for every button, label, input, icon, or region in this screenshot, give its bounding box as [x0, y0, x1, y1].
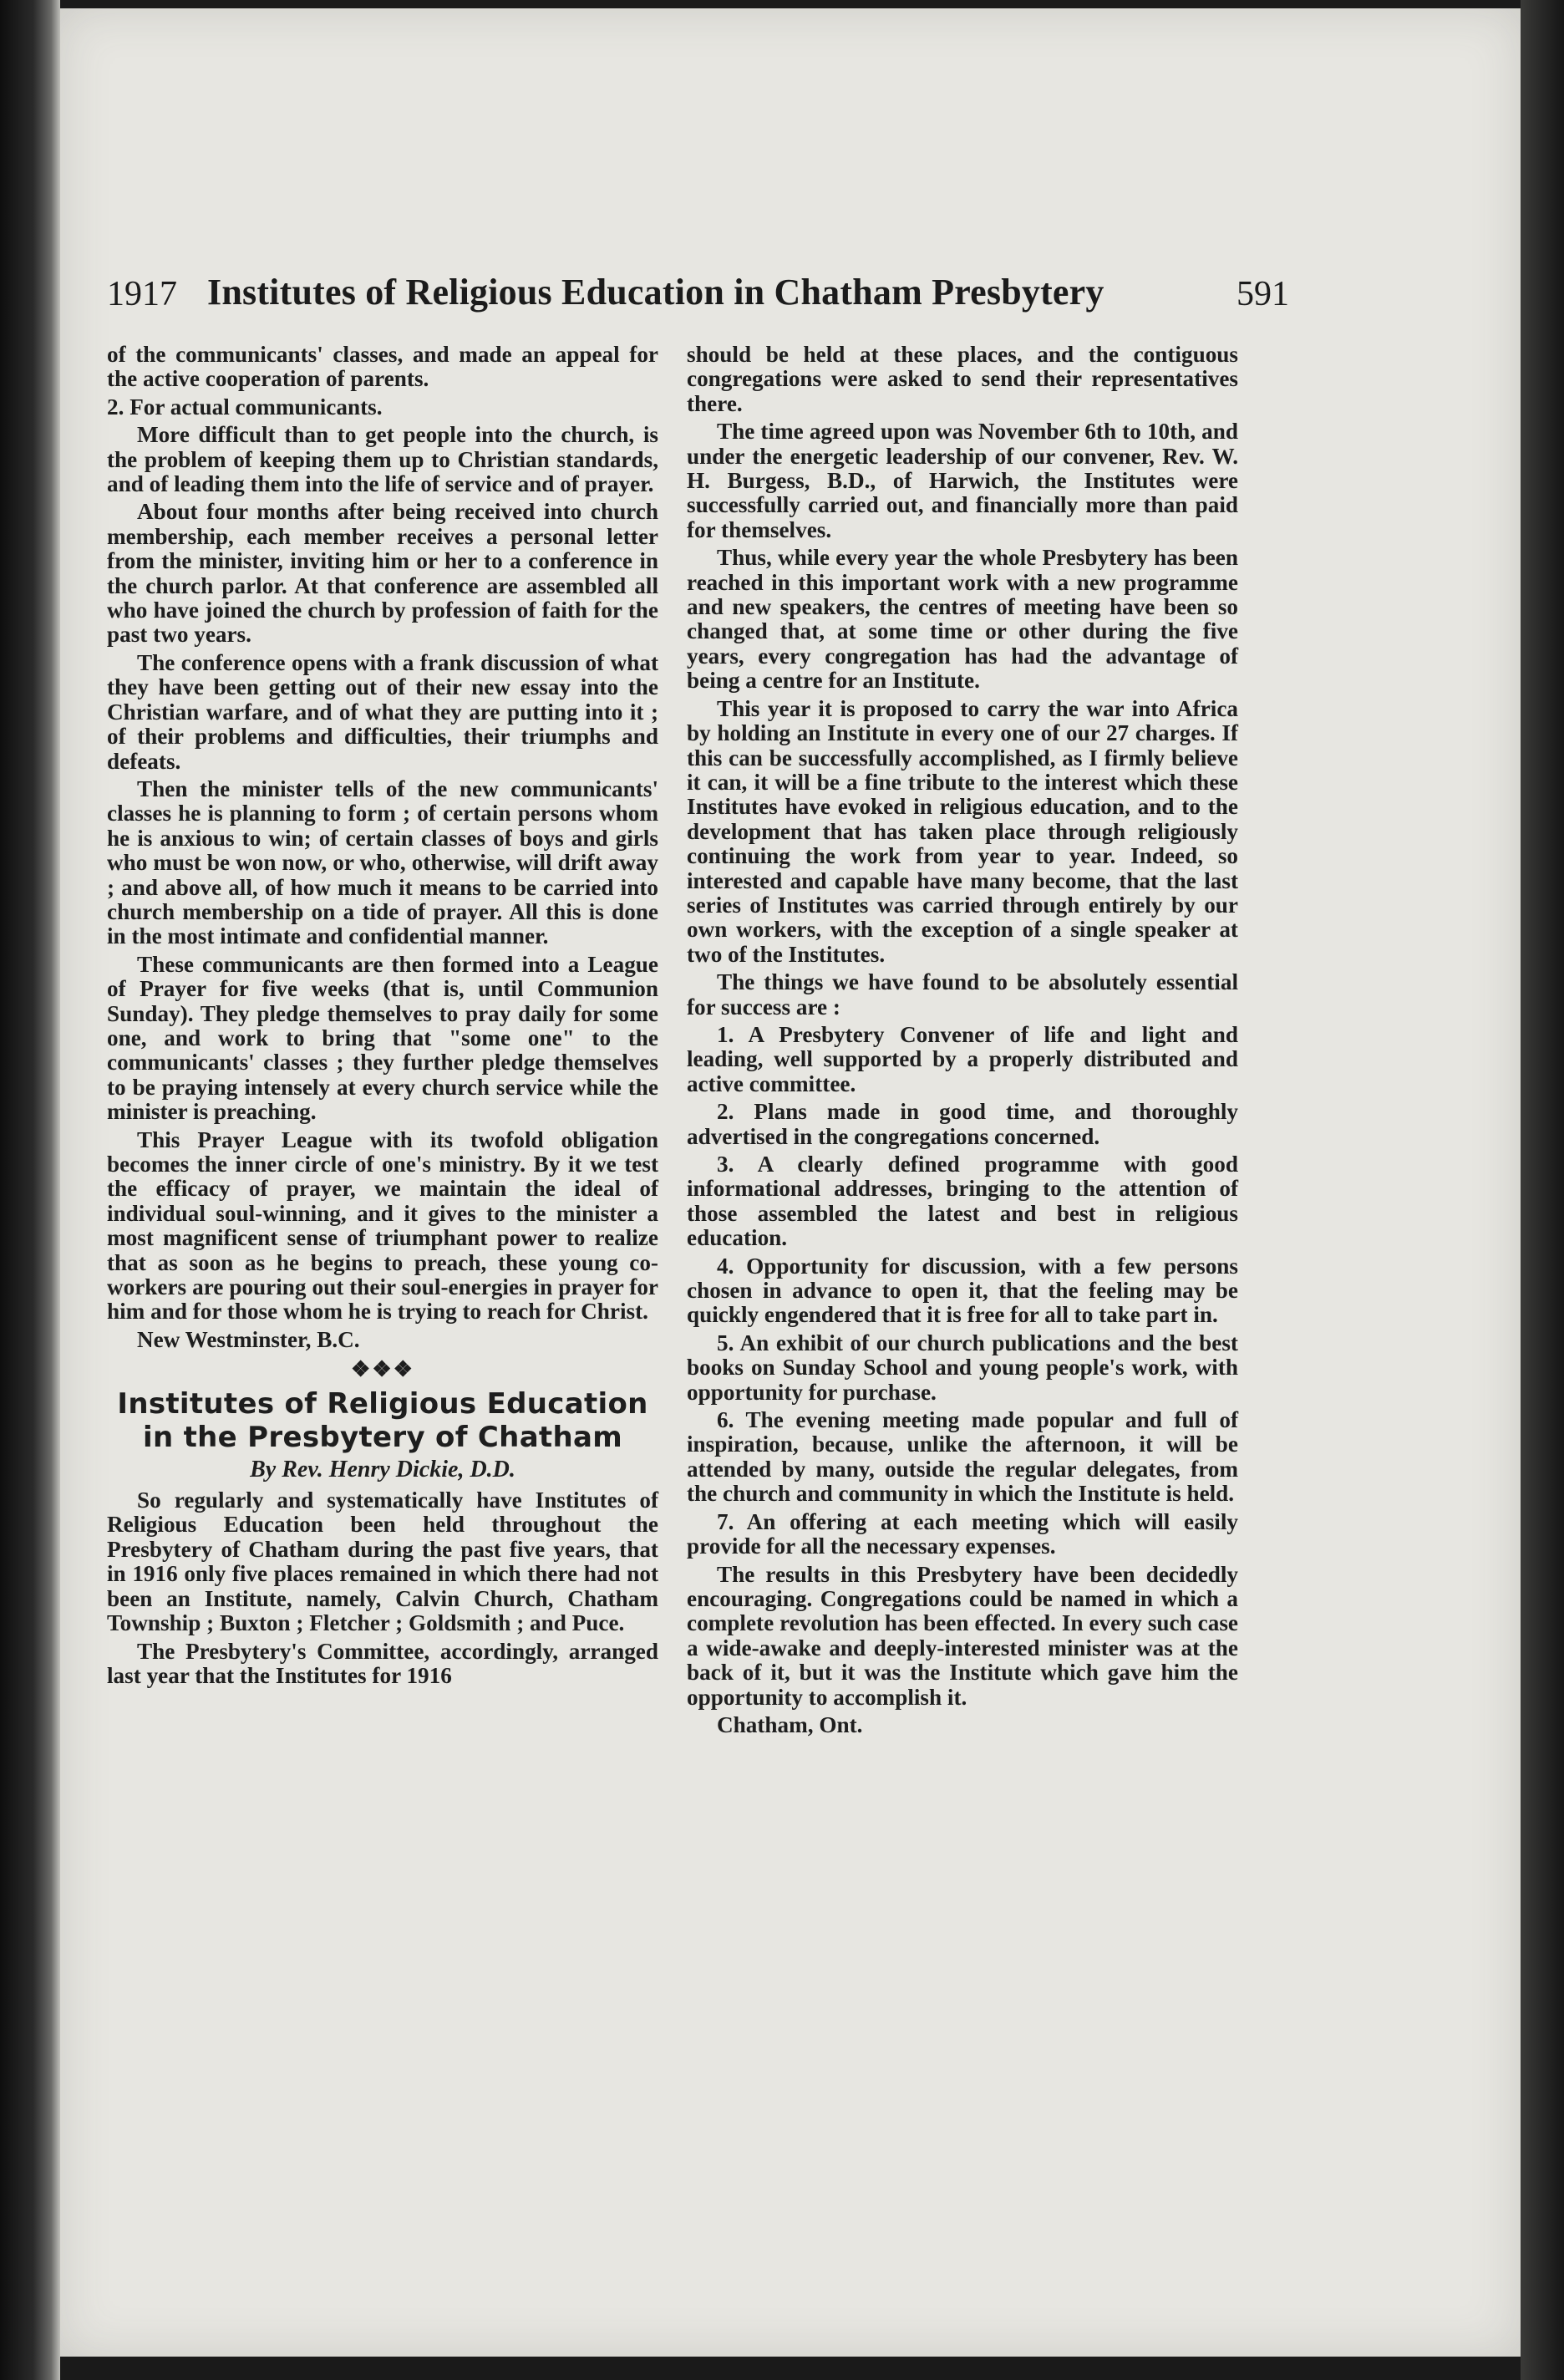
paragraph: More difficult than to get people into the church, is the problem of keeping them up to Christian standards, and of leading them into the life of service and of prayer. [107, 422, 658, 497]
article-signoff: Chatham, Ont. [717, 1711, 863, 1737]
paragraph: The Presbytery's Committee, accordingly, arranged last year that the Institutes for 1916 [107, 1638, 658, 1688]
paragraph: The things we have found to be absolutely essential for success are : [687, 969, 1238, 1020]
paragraph: The conference opens with a frank discussion of what they have been getting out of their new essay into the Christian warfare, and of what they are putting into it ; of their problems and difficulties, their triumphs and defeats. [107, 649, 658, 774]
book-binding-edge [0, 0, 60, 2380]
article-title: Institutes of Religious Education in the Presbytery of Chatham [117, 1386, 648, 1454]
running-head [107, 267, 1310, 326]
paragraph: The time agreed upon was November 6th to 10th, and under the energetic leadership of our convener, Rev. W. H. Burgess, B.D., of Harwich, the Institutes were successfully carried out, and financially more than paid for themselves. [687, 419, 1238, 542]
right-column [687, 343, 1238, 1741]
paragraph: Then the minister tells of the new communicants' classes he is planning to form ; of certain persons whom he is anxious to win; of certain classes of boys and girls who must be won now, or who, otherwise, will drift away ; and above all, of how much it means to be carried into church membership on a tide of prayer. All this is done in the most intimate and confidential manner. [107, 776, 658, 949]
paragraph: of the communicants' classes, and made an appeal for the active cooperation of parents. [107, 342, 658, 392]
article-signoff: New Westminster, B.C. [137, 1326, 360, 1352]
paragraph: These communicants are then formed into a League of Prayer for five weeks (that is, until Communion Sunday). They pledge themselves to pray daily for some one, and work to bring that "some one" to the communicants' classes ; they further pledge themselves to be praying intensely at every church service while the minister is preaching. [107, 951, 658, 1125]
list-item: 5. An exhibit of our church publications and the best books on Sunday School and young people's work, with opportunity for purchase. [687, 1330, 1238, 1405]
list-item: 3. A clearly defined programme with good informational addresses, bringing to the attention of those assembled the latest and best in religious education. [687, 1152, 1238, 1251]
left-column [107, 343, 658, 1691]
paragraph: The results in this Presbytery have been decidedly encouraging. Congregations could be named in which a complete revolution has been effected. In every such case a wide-awake and deeply-interested minister was at the back of it, but it was the Institute which gave him the opportunity to accomplish it. [687, 1561, 1238, 1710]
paragraph: So regularly and systematically have Institutes of Religious Education been held throughout the Presbytery of Chatham during the past five years, that in 1916 only five places remained in which there had not been an Institute, namely, Calvin Church, Chatham Township ; Buxton ; Fletcher ; Goldsmith ; and Puce. [107, 1488, 658, 1636]
paragraph: This Prayer League with its twofold obligation becomes the inner circle of one's ministry. By it we test the efficacy of prayer, we maintain the ideal of individual soul-winning, and it gives to the minister a most magnificent sense of triumphant power to realize that as soon as he begins to preach, these young co-workers are pouring out their soul-energies in prayer for him and for those whom he is trying to reach for Christ. [107, 1126, 658, 1325]
running-head-title: Institutes of Religious Education in Chatham Presbytery [207, 272, 1104, 313]
paragraph: Thus, while every year the whole Presbytery has been reached in this important work with a new programme and new speakers, the centres of meeting have been so changed that, at some time or other during the five years, every congregation has had the advantage of being a centre for an Institute. [687, 545, 1238, 694]
article-byline: By Rev. Henry Dickie, D.D. [250, 1456, 515, 1482]
page-number: 591 [1236, 275, 1289, 313]
paragraph: This year it is proposed to carry the war into Africa by holding an Institute in every one of our 27 charges. If this can be successfully accomplished, as I firmly believe it can, it will be a fine tribute to the interest which these Institutes have evoked in religious education, and to the development that has taken place through religiously continuing the work from year to year. Indeed, so interested and capable have many become, that the last series of Institutes was carried through entirely by our own workers, with the exception of a single speaker at two of the Institutes. [687, 695, 1238, 967]
list-item: 4. Opportunity for discussion, with a few persons chosen in advance to open it, that the feeling may be quickly engendered that it is free for all to take part in. [687, 1253, 1238, 1328]
paragraph: should be held at these places, and the contiguous congregations were asked to send their representatives there. [687, 342, 1238, 416]
section-ornament: ❖❖❖ [351, 1357, 414, 1382]
paragraph: About four months after being received into church membership, each member receives a personal letter from the minister, inviting him or her to a conference in the church parlor. At that conference are assembled all who have joined the church by profession of faith for the past two years. [107, 499, 658, 648]
list-item: 2. Plans made in good time, and thoroughly advertised in the congregations concerned. [687, 1099, 1238, 1149]
running-head-year: 1917 [107, 275, 177, 313]
scan-right-edge [1521, 0, 1564, 2380]
list-item: 7. An offering at each meeting which will easily provide for all the necessary expenses. [687, 1508, 1238, 1559]
list-item: 6. The evening meeting made popular and full of inspiration, because, unlike the afternoon, it will be attended by many, outside the regular delegates, from the church and community in which the Institute is held. [687, 1407, 1238, 1507]
list-heading: 2. For actual communicants. [107, 394, 383, 420]
list-item: 1. A Presbytery Convener of life and light and leading, well supported by a properly distributed and active committee. [687, 1021, 1238, 1096]
